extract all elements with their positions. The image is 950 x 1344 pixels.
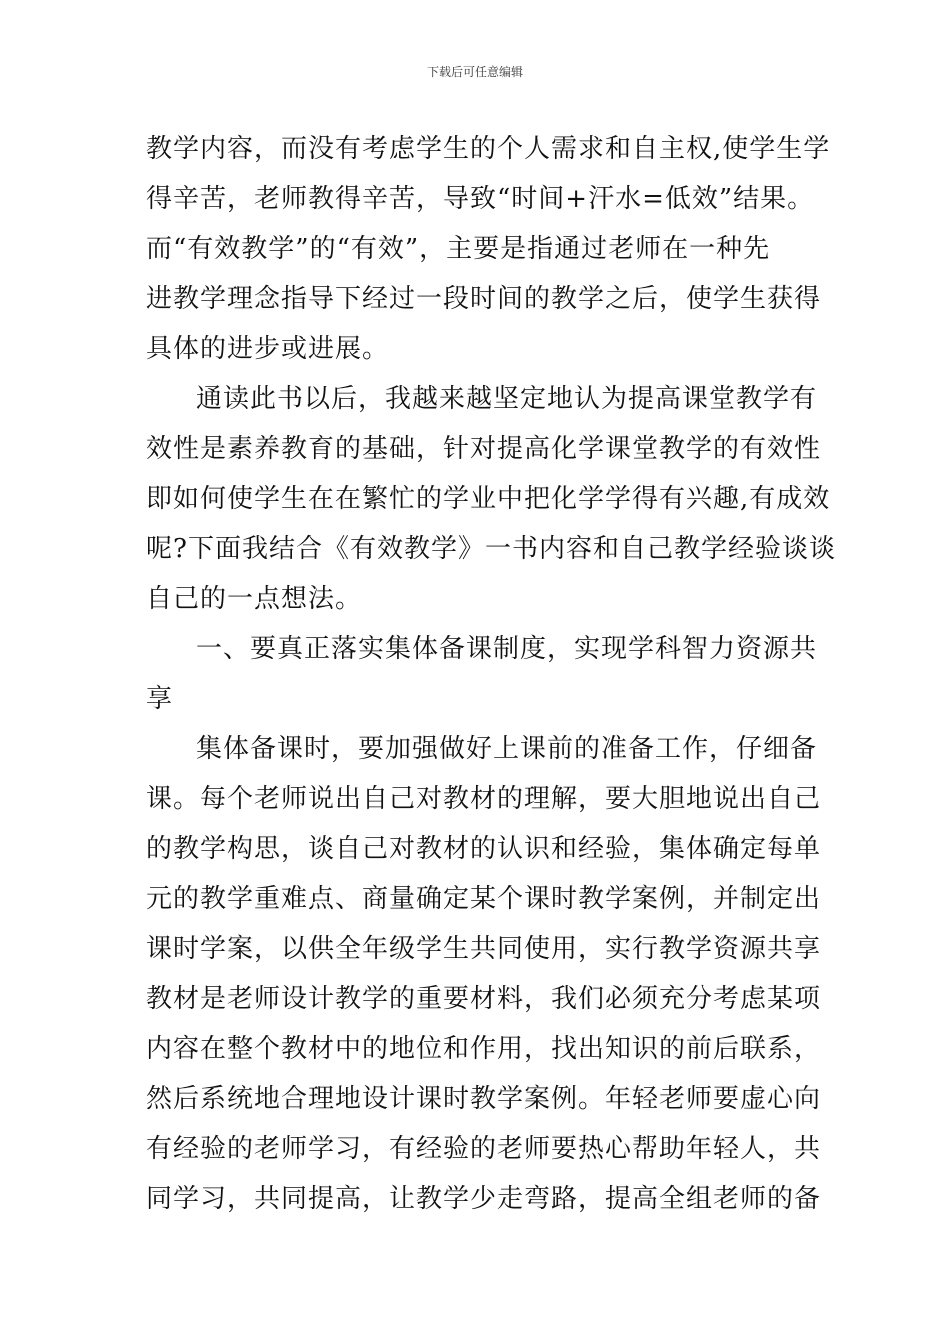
page-header: 下载后可任意编辑 [426, 65, 523, 79]
text-line: 即如何使学生在在繁忙的学业中把化学学得有兴趣,有成效 [146, 484, 831, 514]
text-line: 效性是素养教育的基础，针对提高化学课堂教学的有效性 [146, 434, 822, 464]
text-line: 而“有效教学”的“有效”，主要是指通过老师在一种先 [146, 234, 771, 264]
text-line: 元的教学重难点、商量确定某个课时教学案例，并制定出 [146, 884, 822, 914]
text-line: 课时学案，以供全年级学生共同使用，实行教学资源共享 [146, 934, 822, 964]
text-line: 具体的进步或进展。 [146, 334, 390, 364]
section-heading-line: 享 [146, 684, 174, 714]
text-line: 课。每个老师说出自己对教材的理解，要大胆地说出自己 [146, 784, 822, 814]
paragraph-first-line: 集体备课时，要加强做好上课前的准备工作，仔细备 [196, 734, 818, 764]
text-line: 内容在整个教材中的地位和作用，找出知识的前后联系， [146, 1034, 822, 1064]
paragraph-first-line: 通读此书以后，我越来越坚定地认为提高课堂教学有 [196, 384, 818, 414]
text-line: 的教学构思，谈自己对教材的认识和经验，集体确定每单 [146, 834, 822, 864]
text-line: 得辛苦，老师教得辛苦，导致“时间+汗水=低效”结果。 [146, 184, 815, 214]
text-line: 进教学理念指导下经过一段时间的教学之后，使学生获得 [146, 284, 822, 314]
section-heading-line: 一、要真正落实集体备课制度，实现学科智力资源共 [196, 634, 818, 664]
text-line: 呢?下面我结合《有效教学》一书内容和自己教学经验谈谈 [146, 534, 836, 564]
text-line: 自己的一点想法。 [146, 584, 363, 614]
text-line: 有经验的老师学习，有经验的老师要热心帮助年轻人，共 [146, 1134, 822, 1164]
text-line: 然后系统地合理地设计课时教学案例。年轻老师要虚心向 [146, 1084, 822, 1114]
text-line: 教学内容，而没有考虑学生的个人需求和自主权,使学生学 [146, 134, 831, 164]
text-line: 教材是老师设计教学的重要材料，我们必须充分考虑某项 [146, 984, 822, 1014]
text-line: 同学习，共同提高，让教学少走弯路，提高全组老师的备 [146, 1184, 822, 1214]
